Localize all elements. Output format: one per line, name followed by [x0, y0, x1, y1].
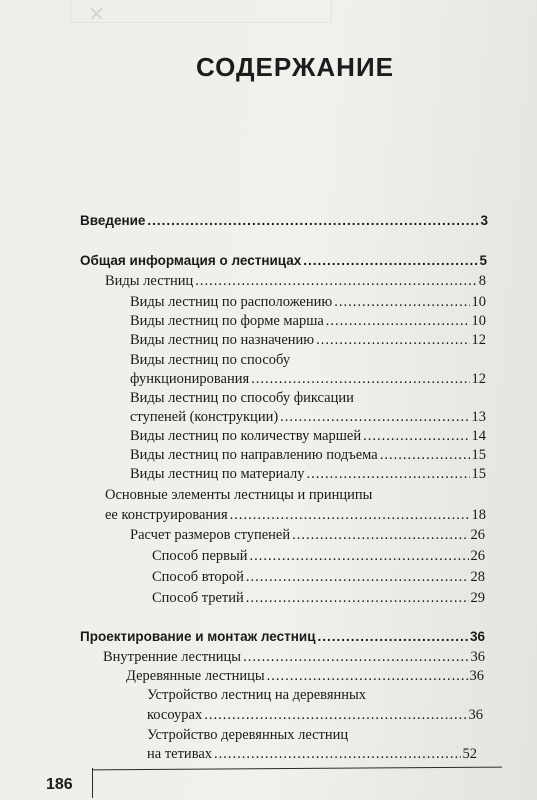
leader-dots — [250, 547, 469, 565]
toc-entry — [130, 312, 486, 330]
toc-entry — [130, 408, 486, 426]
toc-entry-title: Внутренние лестницы — [103, 649, 242, 665]
toc-entry-title: Деревянные лестницы — [126, 668, 265, 684]
toc-entry-page: 13 — [471, 409, 486, 425]
toc-entry — [130, 370, 486, 388]
toc-entry-page: 36 — [470, 649, 485, 665]
toc-entry-page: 5 — [479, 253, 487, 268]
leader-dots — [251, 370, 469, 388]
toc-entry-title: Виды лестниц — [105, 273, 194, 289]
leader-dots — [363, 427, 469, 445]
toc-entry-title: Способ первый — [152, 548, 248, 564]
leader-dots — [303, 252, 477, 270]
toc-entry-title-line1: Устройство деревянных лестниц — [147, 727, 349, 743]
toc-entry — [105, 506, 486, 524]
leader-dots — [246, 568, 469, 586]
leader-dots — [380, 446, 470, 464]
toc-entry-page: 10 — [471, 294, 486, 310]
toc-entry-title: ступеней (конструкции) — [130, 409, 279, 425]
toc-entry-page: 36 — [469, 668, 484, 684]
toc-entry-title: Расчет размеров ступеней — [130, 527, 291, 543]
page-title: СОДЕРЖАНИЕ — [196, 52, 394, 82]
toc-entry-title: на тетивах — [147, 746, 213, 762]
toc-entry-page: 12 — [471, 332, 486, 348]
toc-entry — [147, 706, 483, 724]
toc-entry — [80, 212, 488, 230]
toc-entry-title: Виды лестниц по расположению — [130, 294, 333, 310]
toc-entry-title: Виды лестниц по назначению — [130, 332, 315, 348]
toc-entry — [130, 331, 486, 349]
toc-entry-page: 15 — [471, 447, 486, 463]
toc-entry — [80, 252, 487, 270]
leader-dots — [307, 465, 470, 483]
toc-entry — [130, 293, 486, 311]
leader-dots — [267, 667, 468, 685]
toc-entry-page: 15 — [471, 466, 486, 482]
toc-entry-title: Способ третий — [152, 590, 244, 606]
toc-entry-page: 28 — [470, 569, 485, 585]
toc-entry-title: Виды лестниц по форме марша — [130, 313, 324, 329]
toc-entry-title: Способ второй — [152, 569, 244, 585]
toc-entry — [130, 465, 486, 483]
toc-entry-page: 10 — [471, 313, 486, 329]
leader-dots — [280, 408, 469, 426]
toc-entry — [152, 589, 485, 607]
leader-dots — [318, 628, 468, 646]
toc-entry-title: Введение — [80, 213, 146, 228]
toc-entry-title-line1: Виды лестниц по способу фиксации — [130, 390, 354, 406]
toc-entry-page: 29 — [470, 590, 485, 606]
footer-rule-tick — [92, 768, 93, 798]
toc-entry-page: 12 — [471, 371, 486, 387]
toc-entry — [126, 667, 484, 685]
toc-entry-title-line1: Виды лестниц по способу — [130, 352, 291, 368]
leader-dots — [147, 212, 478, 230]
toc-entry — [152, 568, 485, 586]
toc-entry-page: 26 — [470, 548, 485, 564]
leader-dots — [292, 526, 468, 544]
page-number: 186 — [46, 776, 73, 793]
toc-entry-page: 36 — [469, 629, 485, 644]
leader-dots — [214, 745, 460, 763]
toc-entry — [80, 628, 485, 646]
toc-entry-page: 18 — [471, 507, 486, 523]
leader-dots — [334, 293, 469, 311]
toc-entry-title: косоурах — [147, 707, 203, 723]
bleed-through-logo-icon: ✕ — [88, 2, 105, 26]
toc-entry — [103, 648, 485, 666]
toc-entry — [130, 526, 485, 544]
toc-entry-title-line1: Основные элементы лестницы и принципы — [105, 487, 373, 503]
toc-entry-page: 36 — [468, 707, 483, 723]
leader-dots — [230, 506, 470, 524]
toc-entry — [152, 547, 485, 565]
leader-dots — [243, 648, 468, 666]
toc-entry — [130, 446, 486, 464]
toc-entry-title: функционирования — [130, 371, 250, 387]
leader-dots — [326, 312, 470, 330]
toc-entry-page: 8 — [478, 273, 486, 289]
toc-entry — [105, 272, 486, 290]
toc-entry-title: Виды лестниц по материалу — [130, 466, 305, 482]
leader-dots — [316, 331, 469, 349]
toc-entry-page: 52 — [462, 746, 477, 762]
toc-entry-page: 3 — [480, 213, 488, 228]
toc-entry-title-line1: Устройство лестниц на деревянных — [147, 687, 366, 703]
toc-entry-page: 14 — [471, 428, 486, 444]
toc-entry — [130, 427, 486, 445]
leader-dots — [195, 272, 476, 290]
toc-entry-title: Общая информация о лестницах — [80, 253, 302, 268]
toc-entry-page: 26 — [470, 527, 485, 543]
toc-entry-title: ее конструирования — [105, 507, 228, 523]
toc-entry-title: Виды лестниц по направлению подъема — [130, 447, 378, 463]
leader-dots — [204, 706, 466, 724]
toc-entry-title: Проектирование и монтаж лестниц — [80, 629, 316, 644]
toc-entry-title: Виды лестниц по количеству маршей — [130, 428, 362, 444]
leader-dots — [246, 589, 469, 607]
toc-entry — [147, 745, 477, 763]
